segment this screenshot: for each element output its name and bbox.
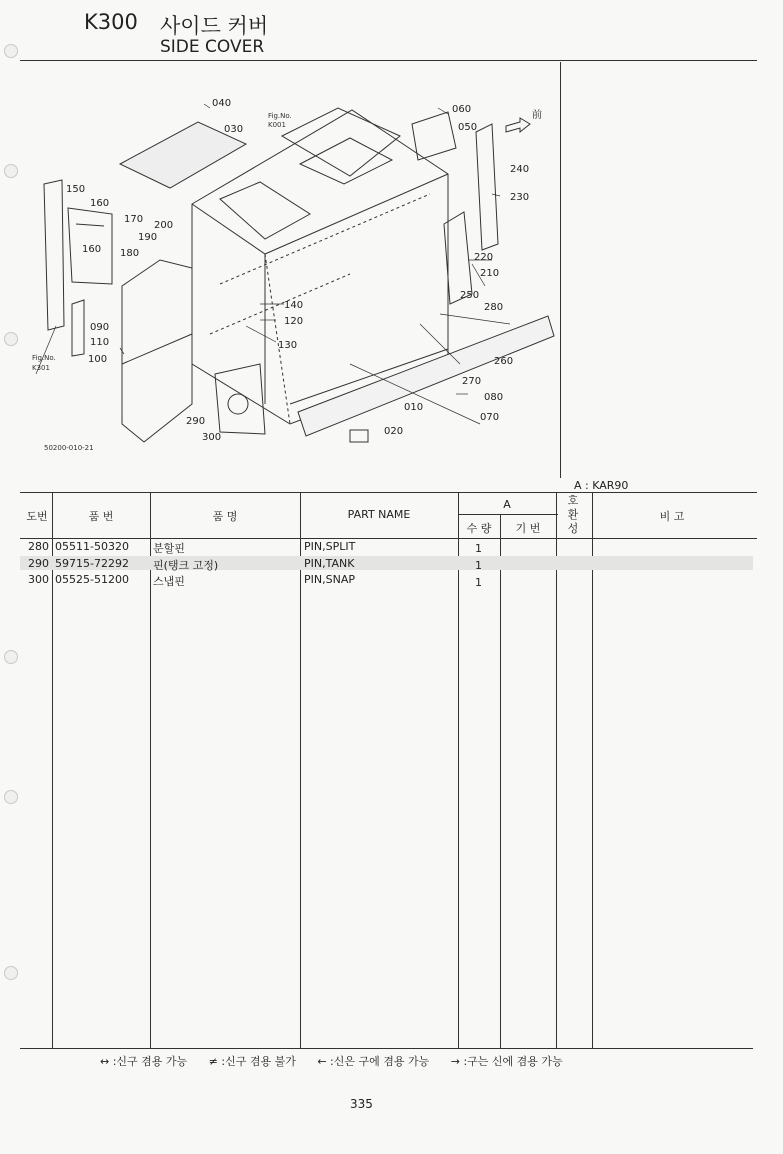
svg-text:070: 070 <box>480 412 500 423</box>
svg-text:K301: K301 <box>32 364 50 372</box>
binder-hole <box>4 650 18 664</box>
cell-no: 300 <box>28 573 49 586</box>
svg-text:040: 040 <box>212 98 232 109</box>
bracket <box>44 180 64 330</box>
col-header-no: 도번 <box>26 510 48 523</box>
svg-text:060: 060 <box>452 104 472 115</box>
binder-hole <box>4 44 18 58</box>
svg-text:180: 180 <box>120 248 140 259</box>
cell-part-name: PIN,SNAP <box>304 573 355 586</box>
svg-text:050: 050 <box>458 122 478 133</box>
cell-no: 290 <box>28 557 49 570</box>
table-bottom-rule <box>20 1048 753 1049</box>
svg-text:Fig.No.: Fig.No. <box>32 354 56 362</box>
col-header-remarks: 비 고 <box>659 510 685 523</box>
section-title-ko: 사이드 커버 <box>160 14 269 38</box>
svg-text:270: 270 <box>462 376 482 387</box>
svg-text:230: 230 <box>510 192 530 203</box>
svg-text:020: 020 <box>384 426 404 437</box>
col-header-serial: 기 번 <box>515 522 541 535</box>
legend-item: ↔ :신구 겸용 가능 <box>100 1055 188 1068</box>
table-top-rule <box>20 492 757 493</box>
col-header-group-a: A <box>503 498 511 511</box>
cell-name-ko: 분할핀 <box>153 542 185 555</box>
svg-text:290: 290 <box>186 416 206 427</box>
front-arrow <box>506 118 530 132</box>
header-rule <box>20 60 757 61</box>
cell-part-no: 59715-72292 <box>55 557 129 570</box>
compatibility-legend <box>100 1053 581 1069</box>
legend-item: ← :신은 구에 겸용 가능 <box>317 1055 430 1068</box>
section-code: K300 <box>84 10 138 34</box>
header-bottom-rule <box>20 538 757 539</box>
col-header-part-no: 품 번 <box>88 510 114 523</box>
binder-hole <box>4 332 18 346</box>
binder-hole <box>4 164 18 178</box>
cell-part-no: 05525-51200 <box>55 573 129 586</box>
svg-text:260: 260 <box>494 356 514 367</box>
svg-text:Fig.No.: Fig.No. <box>268 112 292 120</box>
legend-item: → :구는 신에 겸용 가능 <box>450 1055 563 1068</box>
cell-no: 280 <box>28 540 49 553</box>
bottom-plate <box>298 316 554 436</box>
cell-part-name: PIN,TANK <box>304 557 355 570</box>
svg-text:130: 130 <box>278 340 298 351</box>
cell-part-no: 05511-50320 <box>55 540 129 553</box>
svg-text:100: 100 <box>88 354 108 365</box>
model-label: A : KAR90 <box>574 479 629 492</box>
left-side-panel <box>122 260 192 442</box>
legend-item: ≠ :신구 겸용 불가 <box>208 1055 296 1068</box>
svg-text:前: 前 <box>532 110 542 121</box>
svg-text:200: 200 <box>154 220 174 231</box>
cell-name-ko: 스냅핀 <box>153 575 185 588</box>
svg-text:140: 140 <box>284 300 304 311</box>
right-strip <box>476 124 498 250</box>
svg-text:110: 110 <box>90 337 110 348</box>
page-number: 335 <box>350 1097 373 1111</box>
svg-text:150: 150 <box>66 184 86 195</box>
diagram-divider <box>560 62 561 478</box>
cell-qty: 1 <box>475 542 482 555</box>
svg-text:240: 240 <box>510 164 530 175</box>
binder-hole <box>4 790 18 804</box>
svg-text:190: 190 <box>138 232 158 243</box>
svg-text:120: 120 <box>284 316 304 327</box>
svg-text:080: 080 <box>484 392 504 403</box>
row-highlight <box>20 556 753 570</box>
col-header-part-name: PART NAME <box>347 508 411 521</box>
svg-text:030: 030 <box>224 124 244 135</box>
svg-text:220: 220 <box>474 252 494 263</box>
svg-text:50200-010-21: 50200-010-21 <box>44 444 94 452</box>
svg-text:300: 300 <box>202 432 222 443</box>
col-header-compat: 호환성 <box>567 494 579 535</box>
section-title-en: SIDE COVER <box>160 37 265 57</box>
cell-qty: 1 <box>475 559 482 572</box>
svg-text:160: 160 <box>90 198 110 209</box>
cell-qty: 1 <box>475 576 482 589</box>
svg-text:280: 280 <box>484 302 504 313</box>
svg-text:210: 210 <box>480 268 500 279</box>
cell-part-name: PIN,SPLIT <box>304 540 356 553</box>
svg-text:K001: K001 <box>268 121 286 129</box>
svg-text:010: 010 <box>404 402 424 413</box>
exploded-parts-diagram <box>20 64 560 474</box>
svg-text:250: 250 <box>460 290 480 301</box>
svg-text:170: 170 <box>124 214 144 225</box>
col-header-name-ko: 품 명 <box>212 510 238 523</box>
svg-text:090: 090 <box>90 322 110 333</box>
cell-name-ko: 핀(탱크 고정) <box>153 559 219 572</box>
col-header-qty: 수 량 <box>466 522 492 535</box>
svg-text:160: 160 <box>82 244 102 255</box>
binder-hole <box>4 966 18 980</box>
